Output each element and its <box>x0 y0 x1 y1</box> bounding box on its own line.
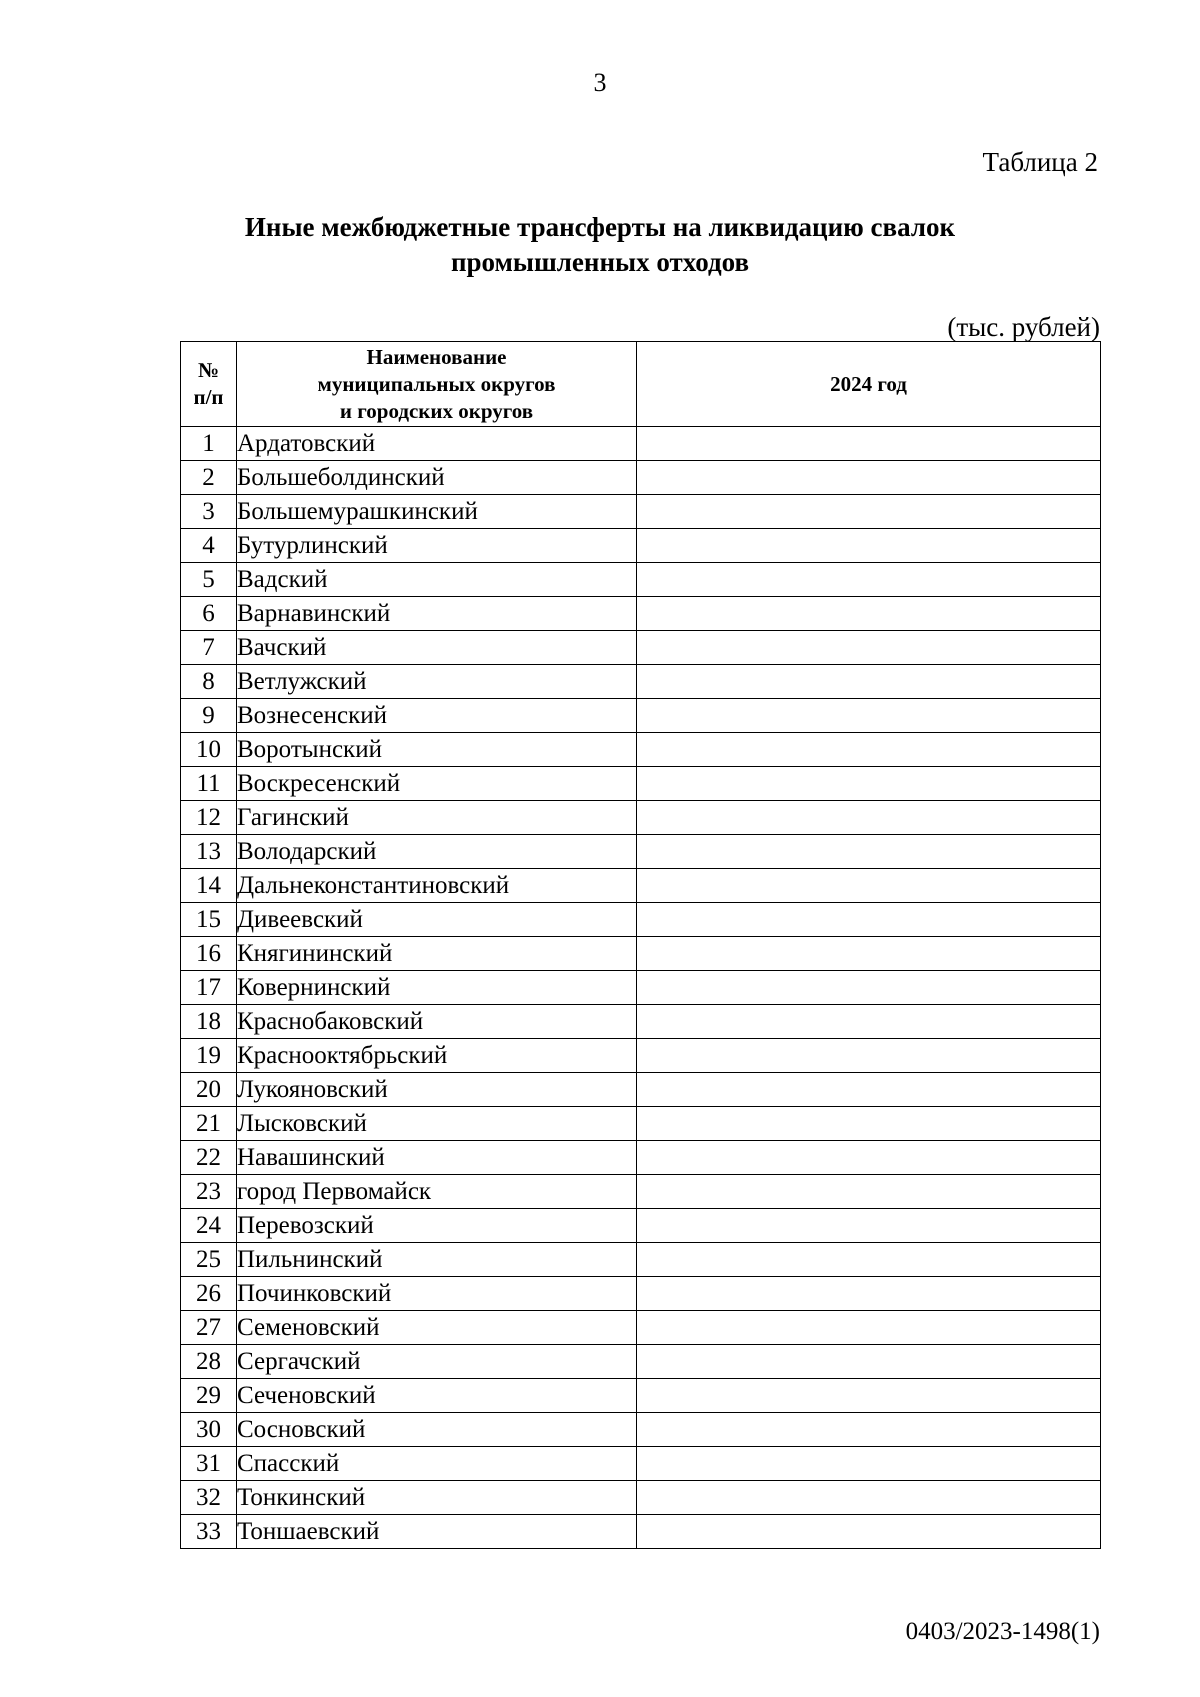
title-line-2: промышленных отходов <box>450 247 750 277</box>
district-name: Лукояновский <box>237 1073 637 1107</box>
district-name: город Первомайск <box>237 1175 637 1209</box>
table-row <box>181 1005 1101 1039</box>
district-name: Лысковский <box>237 1107 637 1141</box>
year-2024-value <box>637 767 1101 801</box>
transfers-table <box>180 341 1101 1549</box>
table-row <box>181 1277 1101 1311</box>
row-number: 26 <box>181 1277 237 1311</box>
year-2024-value <box>637 1481 1101 1515</box>
table-row <box>181 937 1101 971</box>
header-name-line-3: и городских округов <box>339 398 534 423</box>
district-name: Гагинский <box>237 801 637 835</box>
district-name: Краснооктябрьский <box>237 1039 637 1073</box>
header-name <box>237 342 637 427</box>
table-label: Таблица 2 <box>982 147 1098 177</box>
row-number: 7 <box>181 631 237 665</box>
table-row <box>181 1107 1101 1141</box>
district-name: Тонкинский <box>237 1481 637 1515</box>
footer-code: 0403/2023-1498(1) <box>905 1618 1100 1645</box>
table-row <box>181 529 1101 563</box>
district-name: Сеченовский <box>237 1379 637 1413</box>
year-2024-value <box>637 1447 1101 1481</box>
year-2024-value <box>637 903 1101 937</box>
district-name: Бутурлинский <box>237 529 637 563</box>
row-number: 3 <box>181 495 237 529</box>
row-number: 12 <box>181 801 237 835</box>
district-name: Вознесенский <box>237 699 637 733</box>
district-name: Вадский <box>237 563 637 597</box>
table-row <box>181 1209 1101 1243</box>
table-row <box>181 1175 1101 1209</box>
row-number: 15 <box>181 903 237 937</box>
district-name: Перевозский <box>237 1209 637 1243</box>
table-row <box>181 1073 1101 1107</box>
table-row <box>181 1141 1101 1175</box>
table-row <box>181 563 1101 597</box>
row-number: 24 <box>181 1209 237 1243</box>
district-name: Варнавинский <box>237 597 637 631</box>
district-name: Тоншаевский <box>237 1515 637 1549</box>
year-2024-value <box>637 733 1101 767</box>
row-number: 20 <box>181 1073 237 1107</box>
row-number: 27 <box>181 1311 237 1345</box>
row-number: 23 <box>181 1175 237 1209</box>
year-2024-value <box>637 1345 1101 1379</box>
year-2024-value <box>637 1209 1101 1243</box>
year-2024-value <box>637 1515 1101 1549</box>
district-name: Воскресенский <box>237 767 637 801</box>
year-2024-value <box>637 937 1101 971</box>
table-row <box>181 1447 1101 1481</box>
table-row <box>181 1311 1101 1345</box>
district-name: Семеновский <box>237 1311 637 1345</box>
title-line-1: Иные межбюджетные трансферты на ликвидацию свалок <box>244 212 956 242</box>
row-number: 9 <box>181 699 237 733</box>
table-row <box>181 801 1101 835</box>
table-row <box>181 733 1101 767</box>
table-row <box>181 699 1101 733</box>
row-number: 4 <box>181 529 237 563</box>
year-2024-value <box>637 1379 1101 1413</box>
district-name: Сергачский <box>237 1345 637 1379</box>
year-2024-value <box>637 461 1101 495</box>
row-number: 33 <box>181 1515 237 1549</box>
district-name: Дивеевский <box>237 903 637 937</box>
district-name: Володарский <box>237 835 637 869</box>
document-title <box>180 210 1020 280</box>
year-2024-value <box>637 597 1101 631</box>
table-row <box>181 1413 1101 1447</box>
row-number: 8 <box>181 665 237 699</box>
row-number: 5 <box>181 563 237 597</box>
table-row <box>181 767 1101 801</box>
district-name: Навашинский <box>237 1141 637 1175</box>
table-row <box>181 495 1101 529</box>
row-number: 10 <box>181 733 237 767</box>
district-name: Большемурашкинский <box>237 495 637 529</box>
district-name: Дальнеконстантиновский <box>237 869 637 903</box>
table-row <box>181 461 1101 495</box>
district-name: Пильнинский <box>237 1243 637 1277</box>
table-body <box>181 427 1101 1549</box>
year-2024-value <box>637 971 1101 1005</box>
year-2024-value <box>637 1107 1101 1141</box>
table-row <box>181 1515 1101 1549</box>
district-name: Вачский <box>237 631 637 665</box>
header-num-line-1: № <box>197 358 220 382</box>
year-2024-value <box>637 665 1101 699</box>
row-number: 11 <box>181 767 237 801</box>
year-2024-value <box>637 529 1101 563</box>
table-row <box>181 971 1101 1005</box>
table-row <box>181 869 1101 903</box>
district-name: Починковский <box>237 1277 637 1311</box>
row-number: 16 <box>181 937 237 971</box>
table-row <box>181 1039 1101 1073</box>
row-number: 19 <box>181 1039 237 1073</box>
district-name: Воротынский <box>237 733 637 767</box>
row-number: 21 <box>181 1107 237 1141</box>
year-2024-value <box>637 1073 1101 1107</box>
year-2024-value <box>637 563 1101 597</box>
year-2024-value <box>637 1005 1101 1039</box>
year-2024-value <box>637 699 1101 733</box>
row-number: 14 <box>181 869 237 903</box>
table-row <box>181 631 1101 665</box>
table-row <box>181 597 1101 631</box>
row-number: 17 <box>181 971 237 1005</box>
year-2024-value <box>637 869 1101 903</box>
header-num <box>181 342 237 427</box>
table-row <box>181 903 1101 937</box>
table-row <box>181 1243 1101 1277</box>
row-number: 30 <box>181 1413 237 1447</box>
year-2024-value <box>637 835 1101 869</box>
district-name: Спасский <box>237 1447 637 1481</box>
table-row <box>181 665 1101 699</box>
table-row <box>181 427 1101 461</box>
year-2024-value <box>637 1311 1101 1345</box>
year-2024-value <box>637 1243 1101 1277</box>
row-number: 18 <box>181 1005 237 1039</box>
header-name-line-1: Наименование <box>366 344 507 369</box>
year-2024-value <box>637 495 1101 529</box>
district-name: Краснобаковский <box>237 1005 637 1039</box>
district-name: Сосновский <box>237 1413 637 1447</box>
district-name: Ардатовский <box>237 427 637 461</box>
year-2024-value <box>637 1413 1101 1447</box>
row-number: 25 <box>181 1243 237 1277</box>
table-row <box>181 835 1101 869</box>
district-name: Большеболдинский <box>237 461 637 495</box>
page-number: 3 <box>593 68 607 97</box>
header-num-line-2: п/п <box>193 385 224 409</box>
row-number: 32 <box>181 1481 237 1515</box>
year-2024-value <box>637 631 1101 665</box>
row-number: 31 <box>181 1447 237 1481</box>
year-2024-value <box>637 427 1101 461</box>
year-2024-value <box>637 801 1101 835</box>
table-row <box>181 1379 1101 1413</box>
units-label: (тыс. рублей) <box>947 312 1100 342</box>
table-row <box>181 1481 1101 1515</box>
year-2024-value <box>637 1175 1101 1209</box>
district-name: Ветлужский <box>237 665 637 699</box>
row-number: 13 <box>181 835 237 869</box>
year-2024-value <box>637 1039 1101 1073</box>
district-name: Княгининский <box>237 937 637 971</box>
row-number: 22 <box>181 1141 237 1175</box>
row-number: 6 <box>181 597 237 631</box>
year-2024-value <box>637 1141 1101 1175</box>
header-year: 2024 год <box>637 342 1101 427</box>
row-number: 29 <box>181 1379 237 1413</box>
year-2024-value <box>637 1277 1101 1311</box>
row-number: 1 <box>181 427 237 461</box>
table-header-row <box>181 342 1101 427</box>
table-row <box>181 1345 1101 1379</box>
row-number: 28 <box>181 1345 237 1379</box>
district-name: Ковернинский <box>237 971 637 1005</box>
row-number: 2 <box>181 461 237 495</box>
header-name-line-2: муниципальных округов <box>317 371 556 396</box>
